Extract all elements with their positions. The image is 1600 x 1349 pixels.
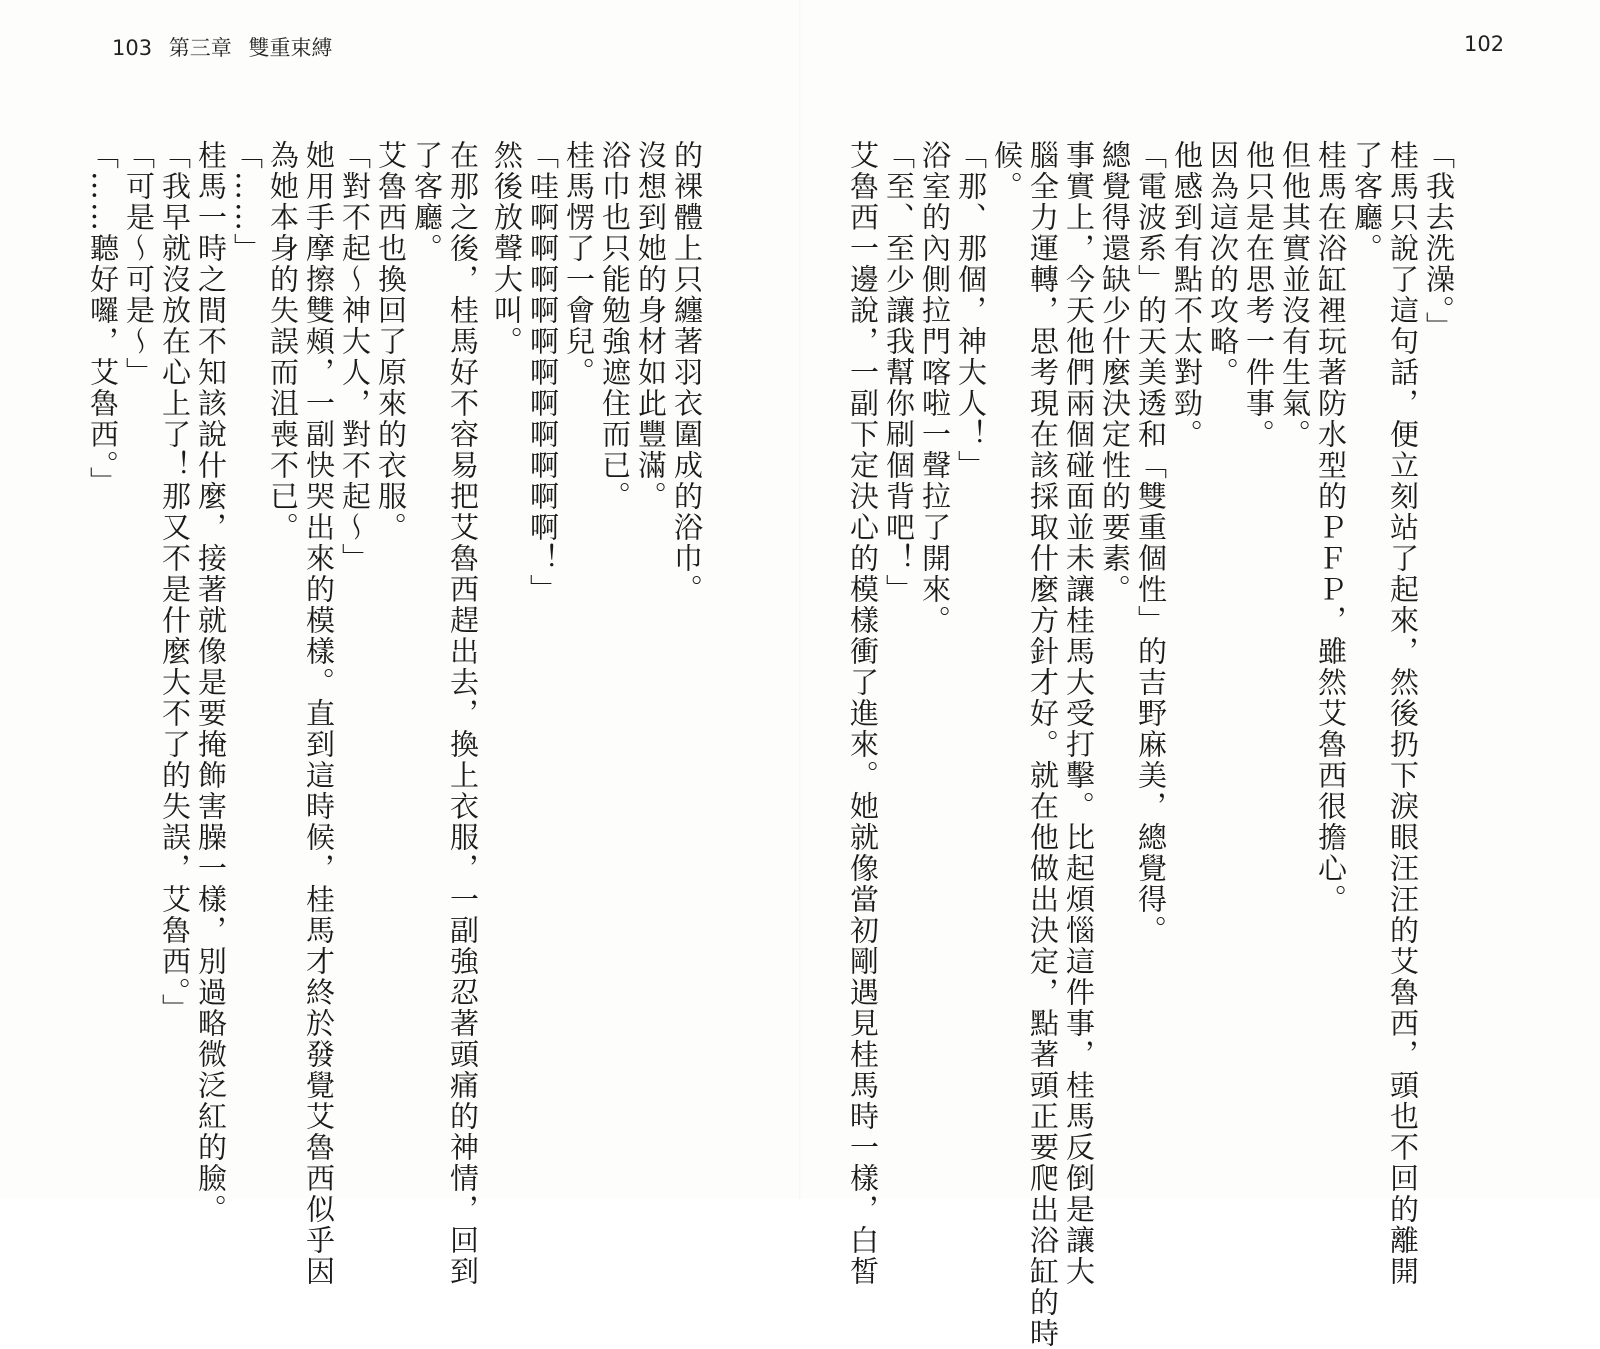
text-column: 艾魯西一邊說，一副下定決心的模樣衝了進來。她就像當初剛遇見桂馬時一樣，白皙 xyxy=(846,140,880,1287)
text-column: 桂馬只說了這句話，便立刻站了起來，然後扔下淚眼汪汪的艾魯西，頭也不回的離開 xyxy=(1386,140,1420,1287)
text-column: 桂馬在浴缸裡玩著防水型的ＰＦＰ，雖然艾魯西很擔心。 xyxy=(1314,140,1348,915)
text-column: 「電波系」的天美透和「雙重個性」的吉野麻美，總覺得。 xyxy=(1134,140,1168,946)
text-column: 「對不起～神大人，對不起～」 xyxy=(338,140,372,574)
text-column: 為她本身的失誤而沮喪不已。 xyxy=(266,140,300,543)
chapter-label: 第三章 xyxy=(168,36,232,60)
left-page-number: 103 xyxy=(112,36,153,60)
text-column: 總覺得還缺少什麼決定性的要素。 xyxy=(1098,140,1132,605)
text-column: 沒想到她的身材如此豐滿。 xyxy=(634,140,668,512)
text-column: 腦全力運轉，思考現在該採取什麼方針才好。就在他做出決定，點著頭正要爬出浴缸的時 xyxy=(1026,140,1060,1349)
left-page-header xyxy=(112,32,332,62)
text-column: 浴巾也只能勉強遮住而已。 xyxy=(598,140,632,512)
text-column: 「哇啊啊啊啊啊啊啊啊啊啊啊！」 xyxy=(526,140,560,605)
text-column: 候。 xyxy=(990,140,1024,202)
right-page-number: 102 xyxy=(1464,32,1505,56)
text-column: 「可是～可是～」 xyxy=(122,140,156,388)
text-column: 但他其實並沒有生氣。 xyxy=(1278,140,1312,450)
text-column: 他感到有點不太對勁。 xyxy=(1170,140,1204,450)
text-column: 她用手摩擦雙頰，一副快哭出來的模樣。直到這時候，桂馬才終於發覺艾魯西似乎因 xyxy=(302,140,336,1287)
text-column: 桂馬愣了一會兒。 xyxy=(562,140,596,388)
text-column: 了客廳。 xyxy=(410,140,444,264)
text-column: 「我去洗澡。」 xyxy=(1422,140,1456,343)
chapter-title: 雙重束縛 xyxy=(248,36,333,60)
text-column: 「至、至少讓我幫你刷個背吧！」 xyxy=(882,140,916,605)
page-gutter xyxy=(799,0,801,1199)
text-column: 他只是在思考一件事。 xyxy=(1242,140,1276,450)
text-column: 在那之後，桂馬好不容易把艾魯西趕出去，換上衣服，一副強忍著頭痛的神情，回到 xyxy=(446,140,480,1287)
text-column: 然後放聲大叫。 xyxy=(490,140,524,357)
text-column: 「……聽好囉，艾魯西。」 xyxy=(86,140,120,498)
text-column: 「那、那個，神大人！」 xyxy=(954,140,988,481)
text-column: 艾魯西也換回了原來的衣服。 xyxy=(374,140,408,543)
text-column: 桂馬一時之間不知該說什麼，接著就像是要掩飾害臊一樣，別過略微泛紅的臉。 xyxy=(194,140,228,1225)
text-column: 因為這次的攻略。 xyxy=(1206,140,1240,388)
text-column: 「……」 xyxy=(230,140,264,264)
text-column: 浴室的內側拉門喀啦一聲拉了開來。 xyxy=(918,140,952,636)
text-column: 「我早就沒放在心上了！那又不是什麼大不了的失誤，艾魯西。」 xyxy=(158,140,192,1025)
text-column: 的裸體上只纏著羽衣圍成的浴巾。 xyxy=(670,140,704,605)
text-column: 了客廳。 xyxy=(1350,140,1384,264)
text-column: 事實上，今天他們兩個碰面並未讓桂馬大受打擊。比起煩惱這件事，桂馬反倒是讓大 xyxy=(1062,140,1096,1287)
